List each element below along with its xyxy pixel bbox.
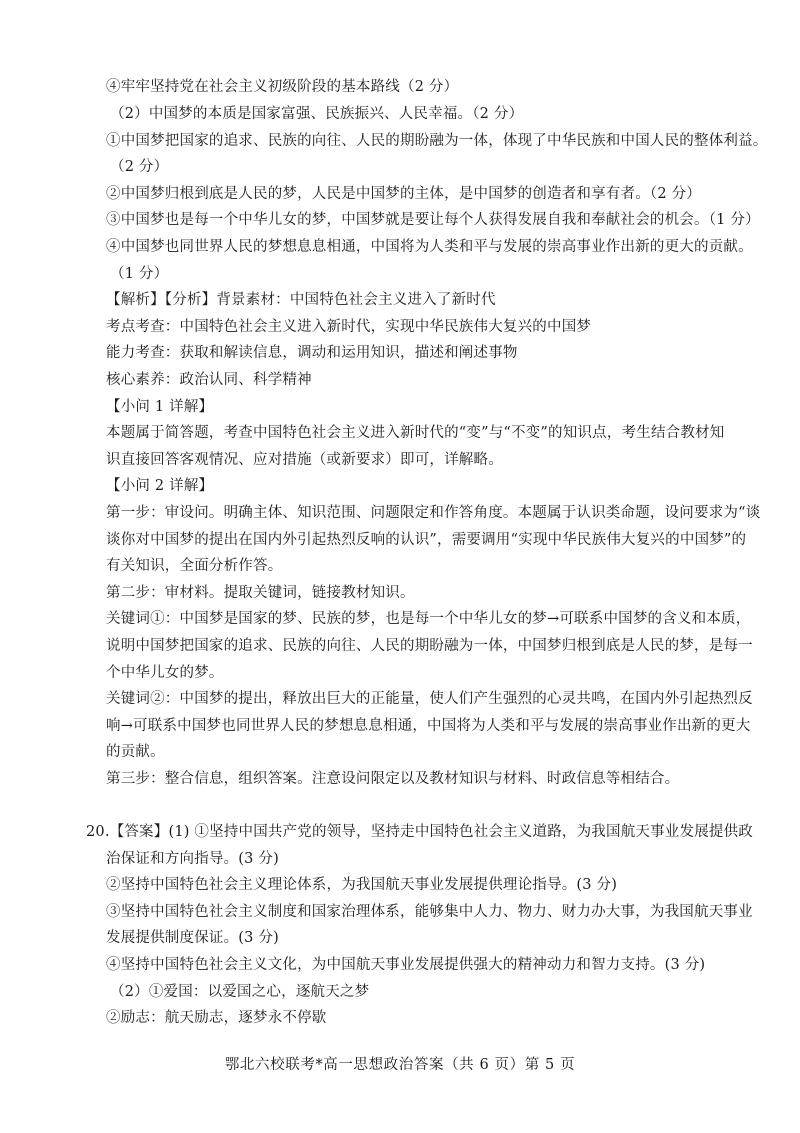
- text-line: （2 分）: [110, 159, 169, 175]
- text-line: 响→可联系中国梦也同世界人民的梦想息息相通，中国将为人类和平与发展的崇高事业作出新的更大: [106, 718, 751, 734]
- section-heading: 【小问 2 详解】: [106, 478, 214, 494]
- text-line: 识直接回答客观情况、应对措施（或新要求）即可，详解略。: [106, 452, 503, 468]
- text-line: ④中国梦也同世界人民的梦想息息相通，中国将为人类和平与发展的崇高事业作出新的更大的贡献。: [106, 239, 753, 255]
- text-line: ②励志：航天励志，逐梦永不停歇: [106, 1010, 327, 1026]
- text-line: 考点考查：中国特色社会主义进入新时代，实现中华民族伟大复兴的中国梦: [106, 319, 592, 335]
- text-line: ②中国梦归根到底是人民的梦，人民是中国梦的主体，是中国梦的创造者和享有者。（2 分）: [106, 186, 701, 202]
- section-heading: 【小问 1 详解】: [106, 399, 214, 415]
- text-line: ②坚持中国特色社会主义理论体系，为我国航天事业发展提供理论指导。(3 分): [106, 877, 618, 893]
- section-heading: 【解析】【分析】背景素材：中国特色社会主义进入了新时代: [106, 292, 496, 308]
- text-line: 发展提供制度保证。(3 分): [106, 930, 279, 946]
- text-line: （1 分）: [110, 266, 169, 282]
- text-line: 治保证和方向指导。(3 分): [106, 851, 279, 867]
- text-line: 的贡献。: [106, 744, 165, 760]
- text-line: ④牢牢坚持党在社会主义初级阶段的基本路线（2 分）: [106, 79, 459, 95]
- text-line: ④坚持中国特色社会主义文化，为中国航天事业发展提供强大的精神动力和智力支持。(3 分): [106, 957, 706, 973]
- question-20-heading: 20.【答案】(1) ①坚持中国共产党的领导，坚持走中国特色社会主义道路，为我国航天事业发展提供政: [86, 824, 754, 840]
- page-footer: 鄂北六校联考*高一思想政治答案（共 6 页）第 5 页: [224, 1057, 576, 1073]
- text-line: 说明中国梦把国家的追求、民族的向往、人民的期盼融为一体，中国梦归根到底是人民的梦，是每一: [106, 638, 753, 654]
- text-line: 第二步：审材料。提取关键词，链接教材知识。: [106, 585, 415, 601]
- text-line: 有关知识，全面分析作答。: [106, 558, 283, 574]
- text-line: 第一步：审设问。明确主体、知识范围、问题限定和作答角度。本题属于认识类命题，设问要求为“谈: [106, 505, 761, 521]
- text-line: ①中国梦把国家的追求、民族的向往、人民的期盼融为一体，体现了中华民族和中国人民的整体利益。: [106, 133, 768, 149]
- text-line: 本题属于简答题，考查中国特色社会主义进入新时代的“变”与“不变”的知识点，考生结合教材知: [106, 425, 725, 441]
- text-line: ③坚持中国特色社会主义制度和国家治理体系，能够集中人力、物力、财力办大事，为我国航天事业: [106, 904, 753, 920]
- text-line: 核心素养：政治认同、科学精神: [106, 372, 312, 388]
- text-line: 关键词②：中国梦的提出，释放出巨大的正能量，使人们产生强烈的心灵共鸣，在国内外引起热烈反: [106, 691, 753, 707]
- text-line: 关键词①：中国梦是国家的梦、民族的梦，也是每一个中华儿女的梦→可联系中国梦的含义和本质，: [106, 611, 751, 627]
- text-line: 能力考查：获取和解读信息，调动和运用知识，描述和阐述事物: [106, 345, 518, 361]
- text-line: 第三步：整合信息，组织答案。注意设问限定以及教材知识与材料、时政信息等相结合。: [106, 771, 680, 787]
- text-line: 个中华儿女的梦。: [106, 665, 224, 681]
- text-line: 谈你对中国梦的提出在国内外引起热烈反响的认识”，需要调用“实现中华民族伟大复兴的中国梦”的: [106, 532, 747, 548]
- text-line: ③中国梦也是每一个中华儿女的梦，中国梦就是要让每个人获得发展自我和奉献社会的机会。（1 分）: [106, 212, 760, 228]
- text-line: （2）中国梦的本质是国家富强、民族振兴、人民幸福。（2 分）: [110, 106, 524, 122]
- text-line: （2）①爱国：以爱国之心，逐航天之梦: [110, 984, 370, 1000]
